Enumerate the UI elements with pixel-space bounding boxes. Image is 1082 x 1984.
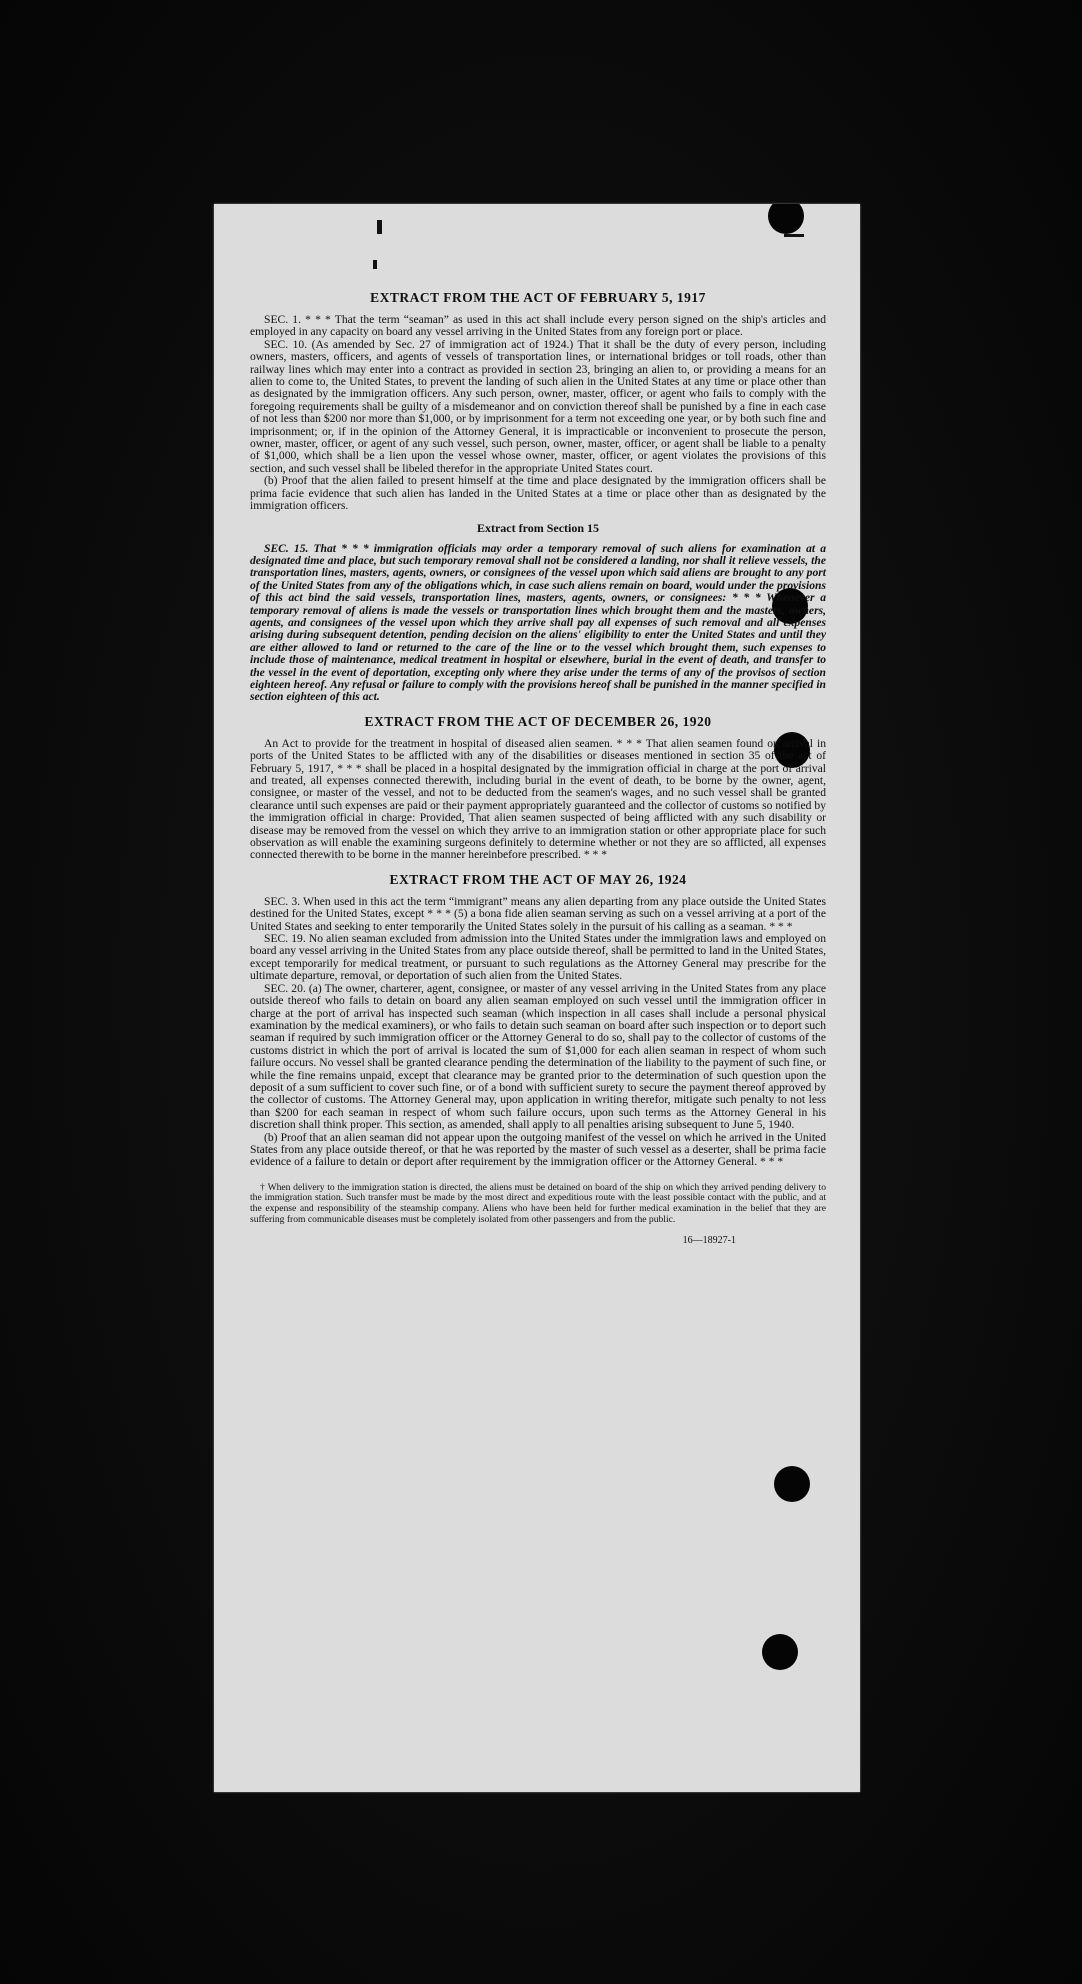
form-number: 16—18927-1 xyxy=(682,1235,736,1247)
heading-act-1917: EXTRACT FROM THE ACT OF FEBRUARY 5, 1917 xyxy=(370,290,706,305)
document-body xyxy=(250,290,826,1246)
paragraph-act-1920: An Act to provide for the treatment in hospital of diseased alien seamen. * * * That alien seamen found on arrival in ports of the United States to be afflicted with any of the disabilities or diseases mentioned in section 35 of the act of February 5, 1917, * * * shall be placed in a hospital designated by the immigration official in charge at the port of arrival and treated, all expenses connected therewith, including burial in the event of death, to be borne by the owner, agent, consignee, or master of the vessel, and not to be deducted from the seamen's wages, and no such vessel shall be granted clearance until such expenses are paid or their payment appropriately guaranteed and the collector of customs so notified by the immigration official in charge: Provided, That alien seamen suspected of being afflicted with any such disability or disease may be removed from the vessel on which they arrive to an immigration station or other appropriate place for such observation as will enable the examining surgeons definitely to determine whether or not they are so afflicted, all expenses connected therewith to be borne in the manner hereinbefore prescribed. * * * xyxy=(250,736,826,862)
film-speck xyxy=(784,234,804,237)
paragraph-sec-20-a: SEC. 20. (a) The owner, charterer, agent, consignee, or master of any vessel arriving in the United States from any place outside thereof who fails to detain on board any alien seaman employed on such vessel until the immigration officer in charge at the port of arrival has inspected such seaman (which inspection in all cases shall include a personal physical examination by the medical examiners), or who fails to detain such seaman on board after such inspection or to deport such seaman if required by such immigration officer or the Attorney General to do so, shall pay to the collector of customs of the customs district in which the port of arrival is located the sum of $1,000 for each alien seaman in respect of whom such failure occurs. No vessel shall be granted clearance pending the determination of the liability to the payment of such fine, or while the fine remains unpaid, except that clearance may be granted prior to the determination of such question upon the deposit of a sum sufficient to cover such fine, or of a bond with sufficient surety to secure the payment thereof approved by the collector of customs. The Attorney General may, upon application in writing therefor, mitigate such penalty to not less than $200 for each seaman in respect of whom such failure occurs, upon such terms as the Attorney General in his discretion shall think proper. This section, as amended, shall apply to all penalties arising subsequent to June 5, 1940. xyxy=(250,981,826,1132)
punch-hole xyxy=(774,1466,810,1502)
paragraph-sec-3: SEC. 3. When used in this act the term “immigrant” means any alien departing from any place outside the United States destined for the United States, except * * * (5) a bona fide alien seaman serving as such on a vessel arriving at a port of the United States and seeking to enter temporarily the United States solely in the pursuit of his calling as a seaman. * * * xyxy=(250,894,826,933)
punch-hole xyxy=(762,1634,798,1670)
punch-hole xyxy=(768,204,804,234)
heading-section-15: Extract from Section 15 xyxy=(476,520,600,535)
paragraph-sec-10: SEC. 10. (As amended by Sec. 27 of immigration act of 1924.) That it shall be the duty of every person, including owners, masters, officers, and agents of vessels of transportation lines, or international bridges or toll roads, other than railway lines which may enter into a contract as provided in section 23, bringing an alien to, or providing a means for an alien to come to, the United States, to prevent the landing of such alien in the United States at any time or place other than as designated by the immigration officers. Any such person, owner, master, officer, or agent who fails to comply with the foregoing requirements shall be guilty of a misdemeanor and on conviction thereof shall be punished by a fine in each case of not less than $200 nor more than $1,000, or by imprisonment for a term not exceeding one year, or by both such fine and imprisonment; or, if in the opinion of the Attorney General, it is impracticable or inconvenient to prosecute the person, owner, master, officer, or agent of any such vessel, such person, owner, master, officer, or agent shall be liable to a penalty of $1,000, which shall be a lien upon the vessel whose owner, master, officer, or agent violates the provisions of this section, and such vessel shall be libeled therefor in the appropriate United States court. xyxy=(250,337,826,475)
film-speck xyxy=(377,220,382,234)
heading-act-1924: EXTRACT FROM THE ACT OF MAY 26, 1924 xyxy=(389,871,687,887)
paragraph-sec-15: SEC. 15. That * * * immigration officials may order a temporary removal of such aliens for examination at a designated time and place, but such temporary removal shall not be considered a landing, nor shall it relieve vessels, the transportation lines, masters, agents, owners, or consignees of the vessel upon which said aliens are brought to any port of the United States from any of the obligations which, in case such aliens remain on board, would under the provisions of this act bind the said vessels, transportation lines, masters, agents, owners, or consignees: * * * Whenever a temporary removal of aliens is made the vessels or transportation lines which brought them and the masters, owners, agents, and consignees of the vessel upon which they arrive shall pay all expenses of such removal and all expenses arising during subsequent detention, pending decision on the aliens' eligibility to enter the United States and until they are either allowed to land or returned to the care of the line or to the vessel which brought them, such expenses to include those of maintenance, medical treatment in hospital or elsewhere, burial in the event of death, and transfer to the vessel in the event of deportation, excepting only where they arise under the terms of any of the provisos of section eighteen hereof. Any refusal or failure to comply with the provisions hereof shall be punished in the manner specified in section eighteen of this act. xyxy=(250,541,826,704)
heading-act-1920: EXTRACT FROM THE ACT OF DECEMBER 26, 1920 xyxy=(364,713,712,729)
paragraph-sec-10-b: (b) Proof that the alien failed to present himself at the time and place designated by the immigration officers shall be prima facie evidence that such alien has landed in the United States at a time or place other than as designated by the immigration officers. xyxy=(250,474,826,513)
footnote: † When delivery to the immigration station is directed, the aliens must be detained on board of the ship on which they arrived pending delivery to the immigration station. Such transfer must be made by the most direct and expeditious route with the least possible contact with the public, and at the expense and responsibility of the steamship company. Aliens who have been held for further medical examination in the belief that they are suffering from communicable diseases must be completely isolated from other passengers and from the public. xyxy=(250,1181,826,1225)
paragraph-sec-1: SEC. 1. * * * That the term “seaman” as used in this act shall include every person signed on the ship's articles and employed in any capacity on board any vessel arriving in the United States from any foreign port or place. xyxy=(250,313,826,339)
film-speck xyxy=(373,260,377,269)
document-page xyxy=(214,204,860,1792)
paragraph-sec-20-b: (b) Proof that an alien seaman did not appear upon the outgoing manifest of the vessel on which he arrived in the United States from any place outside thereof, or that he was reported by the master of such vessel as a deserter, shall be prima facie evidence of a failure to detain or deport after requirement by the immigration officer or the Attorney General. * * * xyxy=(250,1130,826,1169)
paragraph-sec-19: SEC. 19. No alien seaman excluded from admission into the United States under the immigration laws and employed on board any vessel arriving in the United States from any place outside thereof, shall be permitted to land in the United States, except temporarily for medical treatment, or pursuant to such regulations as the Attorney General may prescribe for the ultimate departure, removal, or deportation of such alien from the United States. xyxy=(250,932,826,983)
